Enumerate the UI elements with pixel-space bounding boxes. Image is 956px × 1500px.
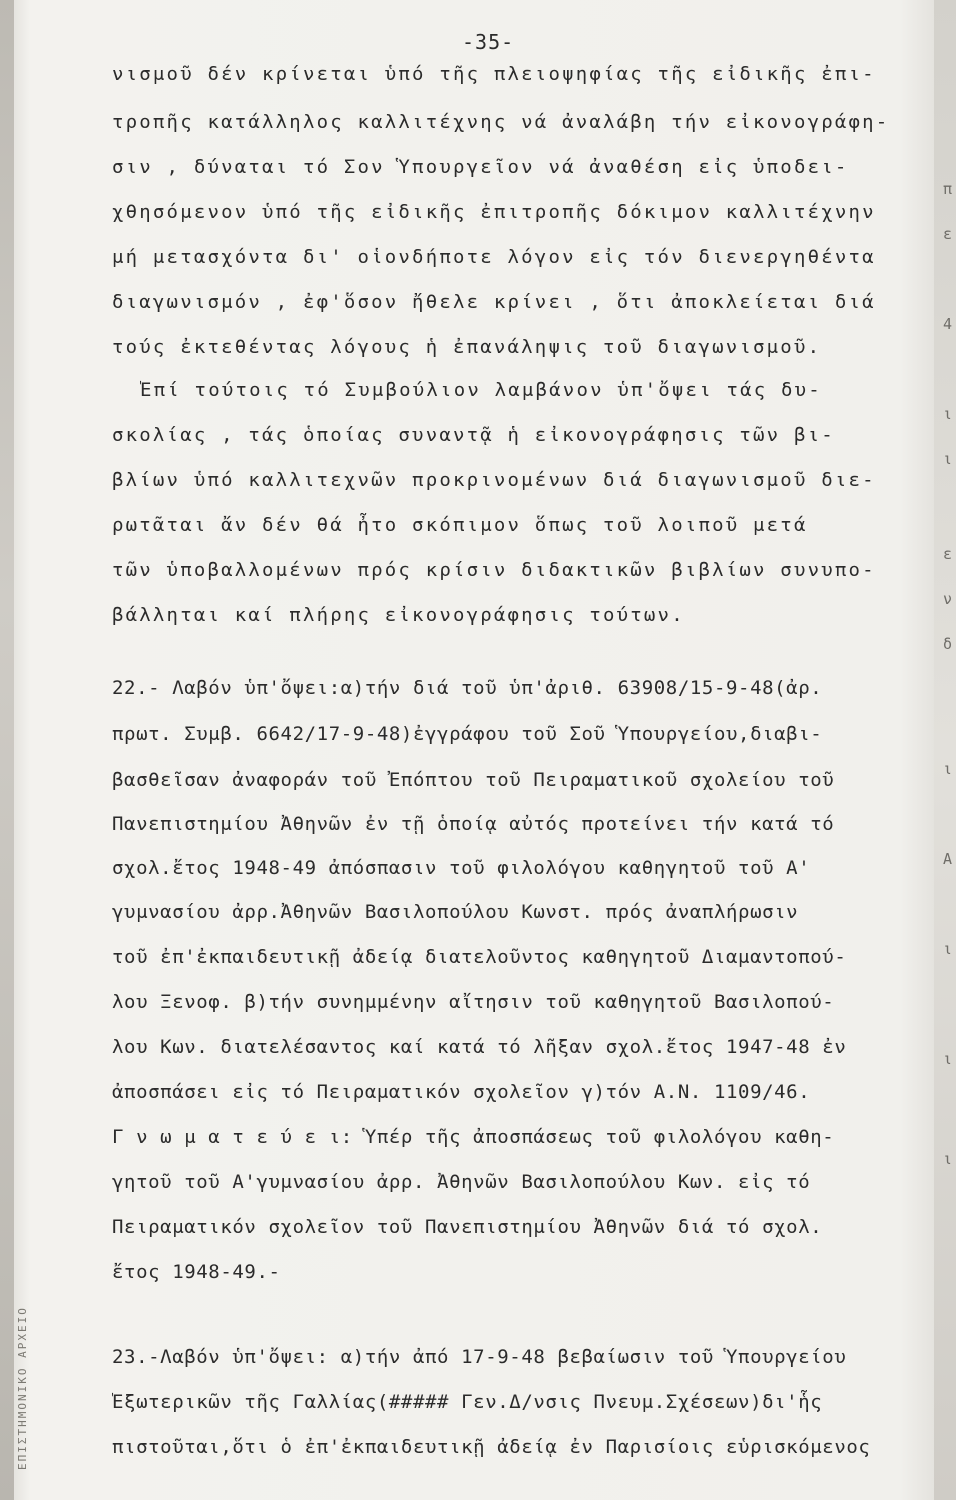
text-line: πιστοῦται,ὅτι ὁ ἐπ'ἐκπαιδευτικῇ ἀδείᾳ ἐν Παρισίοις εὑρισκόμενος [112,1436,871,1458]
page-number: -35- [462,30,515,54]
text-line: νισμοῦ δέν κρίνεται ὑπό τῆς πλειοψηφίας τῆς εἰδικῆς ἐπι- [112,63,876,85]
margin-letter: ε [942,225,952,243]
margin-letter: ι [942,1050,952,1068]
text-line: ρωτᾶται ἄν δέν θά ἦτο σκόπιμον ὅπως τοῦ λοιποῦ μετά [112,514,808,536]
margin-letter: δ [942,635,952,653]
text-line: γυμνασίου ἀρρ.Ἀθηνῶν Βασιλοπούλου Κωνστ. πρός ἀναπλήρωσιν [112,901,799,923]
text-line: βάλληται καί πλήρης εἰκονογράφησις τούτων. [112,604,685,626]
margin-letter: ι [942,450,952,468]
text-line: βασθεῖσαν ἀναφοράν τοῦ Ἐπόπτου τοῦ Πειραματικοῦ σχολείου τοῦ [112,769,835,791]
margin-letter: ι [942,405,952,423]
text-line: 22.- Λαβόν ὑπ'ὄψει:α)τήν διά τοῦ ὑπ'ἀριθ. 63908/15-9-48(ἀρ. [112,677,823,699]
text-line: τροπῆς κατάλληλος καλλιτέχνης νά ἀναλάβη τήν εἰκονογράφη- [112,111,890,133]
margin-letter: ν [942,590,952,608]
margin-letter: π [942,180,952,198]
margin-letter: ι [942,1150,952,1168]
text-line: βλίων ὑπό καλλιτεχνῶν προκρινομένων διά διαγωνισμοῦ διε- [112,469,876,491]
text-line: σχολ.ἔτος 1948-49 ἀπόσπασιν τοῦ φιλολόγου καθηγητοῦ τοῦ Α' [112,857,811,879]
text-line: τῶν ὑποβαλλομένων πρός κρίσιν διδακτικῶν βιβλίων συνυπο- [112,559,876,581]
text-line: χθησόμενον ὑπό τῆς εἰδικῆς ἐπιτροπῆς δόκιμον καλλιτέχνην [112,201,876,223]
text-line: Γ ν ω μ α τ ε ύ ε ι: Ὑπέρ τῆς ἀποσπάσεως τοῦ φιλολόγου καθη- [112,1126,835,1148]
text-line: Πανεπιστημίου Ἀθηνῶν ἐν τῇ ὁποίᾳ αὐτός προτείνει τήν κατά τό [112,813,835,835]
text-line: Ἐξωτερικῶν τῆς Γαλλίας(##### Γεν.Δ/νσις Πνευμ.Σχέσεων)δι'ἧς [112,1391,823,1413]
text-line: τοῦ ἐπ'ἐκπαιδευτικῇ ἀδείᾳ διατελοῦντος καθηγητοῦ Διαμαντοπού- [112,946,847,968]
margin-letter: 4 [942,315,952,333]
text-line: Ἐπί τούτοις τό Συμβούλιον λαμβάνον ὑπ'ὄψει τάς δυ- [140,379,822,401]
text-line: μή μετασχόντα δι' οἱονδήποτε λόγον εἰς τόν διενεργηθέντα [112,246,876,268]
text-line: πρωτ. Συμβ. 6642/17-9-48)ἐγγράφου τοῦ Σοῦ Ὑπουργείου,διαβι- [112,723,823,745]
margin-letter: ι [942,760,952,778]
margin-letter: ι [942,940,952,958]
text-line: λου Ξενοφ. β)τήν συνημμένην αἴτησιν τοῦ καθηγητοῦ Βασιλοπού- [112,991,835,1013]
text-line: σιν , δύναται τό Σον Ὑπουργεῖον νά ἀναθέση εἰς ὑποδει- [112,156,849,178]
text-line: Πειραματικόν σχολεῖον τοῦ Πανεπιστημίου Ἀθηνῶν διά τό σχολ. [112,1216,823,1238]
text-line: ἔτος 1948-49.- [112,1261,281,1283]
margin-letter: Α [942,850,952,868]
spine-stamp: ΕΠΙΣΤΗΜΟΝΙΚΟ ΑΡΧΕΙΟ [16,1306,29,1470]
margin-letter: ε [942,545,952,563]
text-line: 23.-Λαβόν ὑπ'ὄψει: α)τήν ἀπό 17-9-48 βεβαίωσιν τοῦ Ὑπουργείου [112,1346,847,1368]
text-line: διαγωνισμόν , ἐφ'ὅσον ἤθελε κρίνει , ὅτι ἀποκλείεται διά [112,291,876,313]
text-line: ἀποσπάσει εἰς τό Πειραματικόν σχολεῖον γ)τόν Α.Ν. 1109/46. [112,1081,811,1103]
left-scan-edge [0,0,14,1500]
text-line: γητοῦ τοῦ Α'γυμνασίου ἀρρ. Ἀθηνῶν Βασιλοπούλου Κων. εἰς τό [112,1171,811,1193]
text-line: σκολίας , τάς ὁποίας συναντᾷ ἡ εἰκονογράφησις τῶν βι- [112,424,835,446]
text-line: τούς ἐκτεθέντας λόγους ἡ ἐπανάληψις τοῦ διαγωνισμοῦ. [112,336,822,358]
text-line: λου Κων. διατελέσαντος καί κατά τό λῆξαν σχολ.ἔτος 1947-48 ἐν [112,1036,847,1058]
